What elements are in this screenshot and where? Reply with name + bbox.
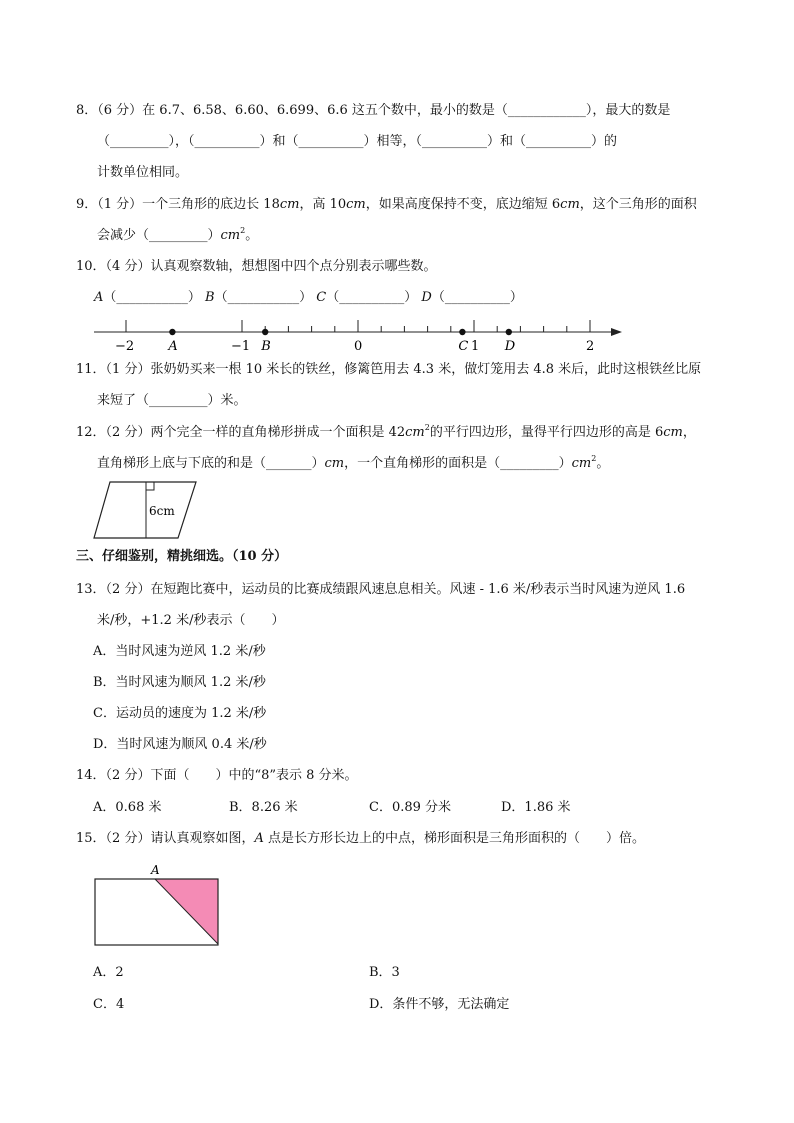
- q9-sup: 2: [240, 226, 246, 235]
- q9-text-b: ，高 10: [299, 197, 347, 212]
- q13-option-c: C．运动员的速度为 1.2 米/秒: [93, 706, 267, 721]
- q12-unit-4: cm: [571, 456, 592, 471]
- q9-text-e: 会减少（_________）: [97, 228, 221, 243]
- q10-blank-C: （__________）: [326, 290, 418, 305]
- q14-option-d: D．1.86 米: [501, 800, 571, 815]
- q9-unit-2: cm: [346, 197, 366, 212]
- q15-point-a: A: [254, 831, 264, 846]
- rectangle-figure: [90, 858, 224, 950]
- number-line: [0, 312, 794, 356]
- point-label-B: B: [261, 339, 271, 354]
- tick-label: 2: [586, 339, 595, 354]
- q10-blank-D: （__________）: [431, 290, 523, 305]
- q9-line2: [97, 228, 258, 244]
- q12-unit-2: cm: [663, 425, 683, 440]
- point-A: [169, 329, 175, 335]
- q15-text-a: 15．（2 分）请认真观察如图，: [76, 831, 255, 846]
- section-3-heading: 三、仔细鉴别，精挑细选。（10 分）: [76, 549, 288, 564]
- q12-sup-2: 2: [591, 454, 597, 463]
- q13-option-d: D．当时风速为顺风 0.4 米/秒: [93, 737, 267, 752]
- q12-text-f: 。: [596, 456, 610, 471]
- q14-line1: 14．（2 分）下面（ ）中的“8”表示 8 分米。: [76, 768, 358, 783]
- q15-text-b: 点是长方形长边上的中点，梯形面积是三角形面积的（ ）倍。: [263, 831, 645, 846]
- q14-option-b: B．8.26 米: [229, 800, 298, 815]
- q9-text-c: ，如果高度保持不变，底边缩短 6: [365, 197, 561, 212]
- point-label-A: A: [168, 339, 178, 354]
- q8-line2: （_________），（__________）和（__________）相等，（__________）和（__________）的: [97, 134, 618, 149]
- q12-sup-1: 2: [424, 423, 430, 432]
- q10-label-D: D: [421, 290, 432, 305]
- q10-blank-A: （___________）: [103, 290, 201, 305]
- q10-blanks: [94, 290, 523, 306]
- point-label-C: C: [458, 339, 469, 354]
- q9-text-a: 9．（1 分）一个三角形的底边长 18: [76, 197, 280, 212]
- q8-line1: 8．（6 分）在 6.7、6.58、6.60、6.699、6.6 这五个数中，最小的数是（____________），最大的数是: [76, 103, 671, 118]
- q11-line2: 来短了（_________）米。: [97, 393, 247, 408]
- q12-unit-1: cm: [405, 425, 425, 440]
- q13-line2: 米/秒，+1.2 米/秒表示（ ）: [97, 613, 285, 628]
- q13-option-b: B．当时风速为顺风 1.2 米/秒: [93, 675, 266, 690]
- q14-option-c: C．0.89 分米: [369, 800, 452, 815]
- q10-line1: 10．（4 分）认真观察数轴，想想图中四个点分别表示哪些数。: [76, 259, 437, 274]
- height-label: 6cm: [149, 504, 175, 518]
- q9-text-d: ，这个三角形的面积: [579, 197, 697, 212]
- q12-text-c: ，: [682, 425, 696, 440]
- right-angle-mark: [146, 482, 154, 490]
- parallelogram-figure: [92, 480, 202, 542]
- q14-option-a: A．0.68 米: [93, 800, 162, 815]
- q10-label-C: C: [316, 290, 327, 305]
- q8-line3: 计数单位相同。: [97, 165, 189, 180]
- q13-line1: 13．（2 分）在短跑比赛中，运动员的比赛成绩跟风速息息相关。风速 - 1.6 米/秒表示当时风速为逆风 1.6: [76, 582, 686, 597]
- q12-line1: [76, 425, 696, 441]
- point-D: [506, 329, 512, 335]
- q15-option-b: B．3: [369, 965, 400, 980]
- q9-unit-4: cm: [220, 228, 241, 243]
- tick-label: −2: [115, 339, 135, 354]
- q12-line2: [97, 456, 609, 472]
- q12-unit-3: cm: [324, 456, 345, 471]
- q12-text-e: ，一个直角梯形的面积是（_________）: [344, 456, 572, 471]
- q9-line1: [76, 197, 697, 213]
- point-a-label: A: [151, 863, 160, 877]
- point-B: [262, 329, 268, 335]
- q15-line1: [76, 831, 645, 847]
- q10-label-A: A: [94, 290, 104, 305]
- point-C: [459, 329, 465, 335]
- q10-blank-B: （___________）: [214, 290, 313, 305]
- q15-option-a: A．2: [93, 965, 124, 980]
- q13-option-a: A．当时风速为逆风 1.2 米/秒: [93, 644, 266, 659]
- tick-label: 1: [471, 339, 480, 354]
- axis-arrow: [611, 328, 622, 336]
- q15-option-d: D．条件不够，无法确定: [369, 997, 510, 1012]
- q9-text-f: 。: [245, 228, 259, 243]
- tick-label: 0: [354, 339, 363, 354]
- q10-label-B: B: [205, 290, 215, 305]
- q15-option-c: C．4: [93, 997, 125, 1012]
- q9-unit-3: cm: [560, 197, 580, 212]
- q12-text-d: 直角梯形上底与下底的和是（_______）: [97, 456, 325, 471]
- q12-text-b: 的平行四边形，量得平行四边形的高是 6: [429, 425, 664, 440]
- parallelogram-outline: [94, 482, 196, 538]
- tick-label: −1: [231, 339, 251, 354]
- q11-line1: 11．（1 分）张奶奶买来一根 10 米长的铁丝，修篱笆用去 4.3 米，做灯笼用去 4.8 米后，此时这根铁丝比原: [76, 362, 702, 377]
- q9-unit-1: cm: [279, 197, 300, 212]
- point-label-D: D: [504, 339, 516, 354]
- q12-text-a: 12．（2 分）两个完全一样的直角梯形拼成一个面积是 42: [76, 425, 406, 440]
